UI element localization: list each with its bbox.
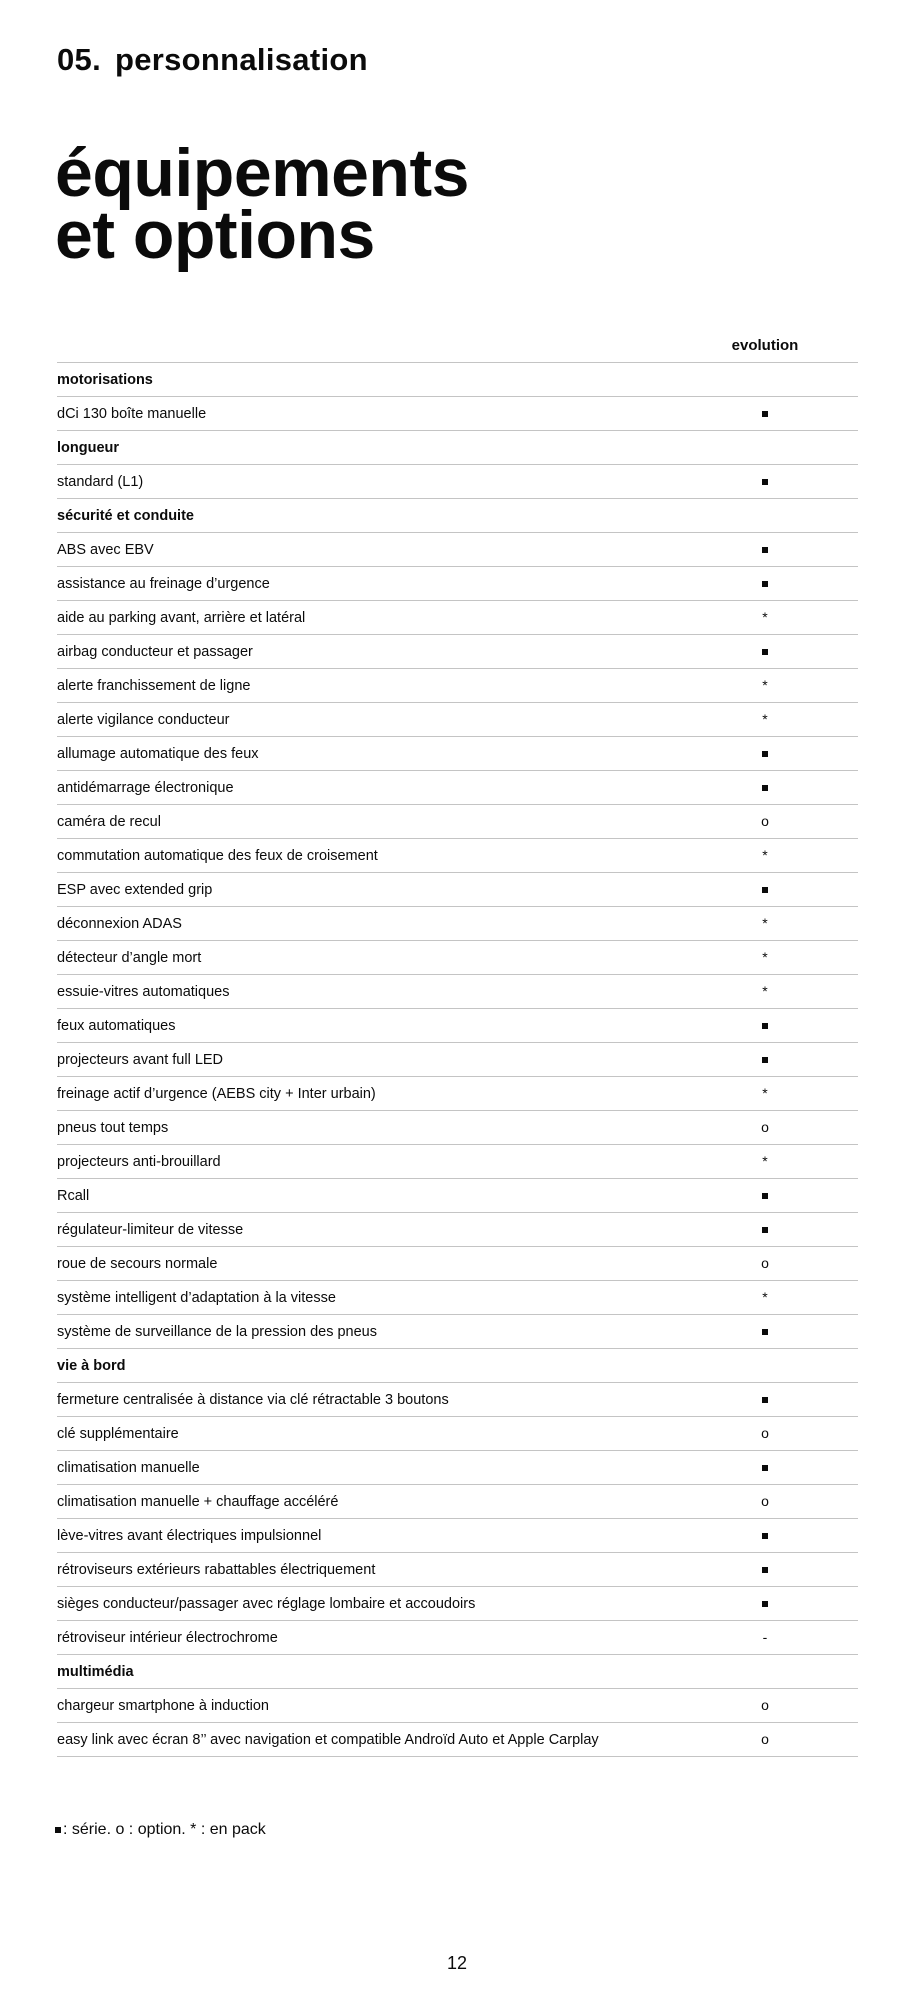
- evolution-value: [710, 805, 858, 839]
- table-body: [57, 363, 858, 1757]
- table-row: [57, 1587, 858, 1621]
- table-row: [57, 839, 858, 873]
- equipment-label: système intelligent d’adaptation à la vitesse: [57, 1281, 710, 1315]
- evolution-value: [710, 1179, 858, 1213]
- availability-mark: *: [762, 677, 768, 693]
- section-title: personnalisation: [115, 42, 368, 77]
- equipment-label: climatisation manuelle: [57, 1451, 710, 1485]
- table-row: [57, 1145, 858, 1179]
- evolution-value: [710, 533, 858, 567]
- evolution-value: [710, 499, 858, 533]
- table-row: [57, 1111, 858, 1145]
- availability-mark: o: [761, 1119, 769, 1135]
- category-label: multimédia: [57, 1655, 710, 1689]
- series-square-icon: [762, 649, 768, 655]
- evolution-value: [710, 975, 858, 1009]
- evolution-value: [710, 1553, 858, 1587]
- series-square-icon: [762, 1193, 768, 1199]
- series-square-icon: [762, 479, 768, 485]
- category-row: [57, 431, 858, 465]
- table-row: [57, 805, 858, 839]
- table-row: [57, 771, 858, 805]
- availability-mark: *: [762, 847, 768, 863]
- series-square-icon: [762, 1601, 768, 1607]
- series-square-icon: [762, 1465, 768, 1471]
- category-row: [57, 499, 858, 533]
- table-row: [57, 703, 858, 737]
- table-row: [57, 465, 858, 499]
- equipment-label: feux automatiques: [57, 1009, 710, 1043]
- evolution-value: [710, 601, 858, 635]
- evolution-value: [710, 1077, 858, 1111]
- availability-mark: *: [762, 609, 768, 625]
- series-square-icon: [762, 1329, 768, 1335]
- evolution-value: [710, 465, 858, 499]
- equipment-label: Rcall: [57, 1179, 710, 1213]
- equipment-label: essuie-vitres automatiques: [57, 975, 710, 1009]
- availability-mark: o: [761, 1731, 769, 1747]
- table-row: [57, 975, 858, 1009]
- equipment-label: système de surveillance de la pression des pneus: [57, 1315, 710, 1349]
- table-row: [57, 1689, 858, 1723]
- equipment-label: rétroviseurs extérieurs rabattables électriquement: [57, 1553, 710, 1587]
- category-row: [57, 1349, 858, 1383]
- table-row: [57, 1451, 858, 1485]
- equipment-label: airbag conducteur et passager: [57, 635, 710, 669]
- availability-mark: o: [761, 1255, 769, 1271]
- table-row: [57, 669, 858, 703]
- category-label: sécurité et conduite: [57, 499, 710, 533]
- evolution-value: [710, 1689, 858, 1723]
- evolution-value: [710, 1621, 858, 1655]
- table-row: [57, 1723, 858, 1757]
- availability-mark: *: [762, 949, 768, 965]
- table-row: [57, 1315, 858, 1349]
- table-row: [57, 1179, 858, 1213]
- equipment-label: chargeur smartphone à induction: [57, 1689, 710, 1723]
- table-header-row: [57, 329, 858, 363]
- evolution-value: [710, 1655, 858, 1689]
- availability-mark: *: [762, 1153, 768, 1169]
- evolution-value: [710, 1349, 858, 1383]
- table-row: [57, 1077, 858, 1111]
- evolution-value: [710, 431, 858, 465]
- series-square-icon: [762, 785, 768, 791]
- evolution-value: [710, 1009, 858, 1043]
- equipment-label: easy link avec écran 8’’ avec navigation et compatible Androïd Auto et Apple Carplay: [57, 1723, 710, 1757]
- equipment-label: antidémarrage électronique: [57, 771, 710, 805]
- series-square-icon: [762, 751, 768, 757]
- page-title-line-1: équipements: [55, 135, 469, 211]
- legend: [55, 1821, 266, 1839]
- availability-mark: *: [762, 915, 768, 931]
- evolution-value: [710, 1485, 858, 1519]
- table-row: [57, 1383, 858, 1417]
- table-row: [57, 1281, 858, 1315]
- availability-mark: o: [761, 813, 769, 829]
- evolution-value: [710, 567, 858, 601]
- series-square-icon: [762, 411, 768, 417]
- table-row: [57, 907, 858, 941]
- page-title: [55, 135, 469, 273]
- evolution-value: [710, 397, 858, 431]
- equipment-label: fermeture centralisée à distance via clé rétractable 3 boutons: [57, 1383, 710, 1417]
- equipment-label: projecteurs avant full LED: [57, 1043, 710, 1077]
- evolution-value: [710, 1247, 858, 1281]
- evolution-value: [710, 1043, 858, 1077]
- column-header-evolution: evolution: [710, 329, 858, 363]
- table-row: [57, 1247, 858, 1281]
- equipment-label: alerte vigilance conducteur: [57, 703, 710, 737]
- evolution-value: [710, 1281, 858, 1315]
- series-square-icon: [55, 1827, 61, 1833]
- table-row: [57, 737, 858, 771]
- evolution-value: [710, 1451, 858, 1485]
- evolution-value: [710, 363, 858, 397]
- evolution-value: [710, 1315, 858, 1349]
- equipment-label: pneus tout temps: [57, 1111, 710, 1145]
- page-title-line-2: et options: [55, 197, 375, 273]
- series-square-icon: [762, 1567, 768, 1573]
- equipment-label: projecteurs anti-brouillard: [57, 1145, 710, 1179]
- evolution-value: [710, 1417, 858, 1451]
- availability-mark: *: [762, 1085, 768, 1101]
- evolution-value: [710, 1519, 858, 1553]
- table-row: [57, 941, 858, 975]
- series-square-icon: [762, 1397, 768, 1403]
- legend-text: : série. o : option. * : en pack: [63, 1821, 266, 1838]
- table-row: [57, 1485, 858, 1519]
- series-square-icon: [762, 1023, 768, 1029]
- evolution-value: [710, 907, 858, 941]
- table-header-label-cell: [57, 329, 710, 363]
- equipment-label: freinage actif d’urgence (AEBS city + Inter urbain): [57, 1077, 710, 1111]
- equipment-label: standard (L1): [57, 465, 710, 499]
- evolution-value: [710, 941, 858, 975]
- availability-mark: o: [761, 1697, 769, 1713]
- table-row: [57, 533, 858, 567]
- equipment-label: ESP avec extended grip: [57, 873, 710, 907]
- section-label: [57, 42, 368, 78]
- evolution-value: [710, 1383, 858, 1417]
- table-row: [57, 1009, 858, 1043]
- table-row: [57, 1043, 858, 1077]
- evolution-value: [710, 1723, 858, 1757]
- table-row: [57, 1519, 858, 1553]
- availability-mark: -: [762, 1629, 768, 1645]
- table-row: [57, 635, 858, 669]
- equipment-label: assistance au freinage d’urgence: [57, 567, 710, 601]
- evolution-value: [710, 1111, 858, 1145]
- evolution-value: [710, 1587, 858, 1621]
- category-row: [57, 1655, 858, 1689]
- category-label: longueur: [57, 431, 710, 465]
- category-label: vie à bord: [57, 1349, 710, 1383]
- series-square-icon: [762, 887, 768, 893]
- equipment-label: commutation automatique des feux de croisement: [57, 839, 710, 873]
- equipment-label: déconnexion ADAS: [57, 907, 710, 941]
- category-row: [57, 363, 858, 397]
- table-row: [57, 567, 858, 601]
- evolution-value: [710, 1145, 858, 1179]
- section-number: 05.: [57, 42, 101, 77]
- table-row: [57, 1621, 858, 1655]
- series-square-icon: [762, 1533, 768, 1539]
- page-number: 12: [446, 1953, 468, 1973]
- table-row: [57, 1213, 858, 1247]
- evolution-value: [710, 635, 858, 669]
- availability-mark: *: [762, 983, 768, 999]
- equipment-label: allumage automatique des feux: [57, 737, 710, 771]
- evolution-value: [710, 1213, 858, 1247]
- series-square-icon: [762, 547, 768, 553]
- series-square-icon: [762, 1227, 768, 1233]
- equipment-label: lève-vitres avant électriques impulsionnel: [57, 1519, 710, 1553]
- availability-mark: *: [762, 711, 768, 727]
- equipment-label: sièges conducteur/passager avec réglage lombaire et accoudoirs: [57, 1587, 710, 1621]
- equipment-label: alerte franchissement de ligne: [57, 669, 710, 703]
- availability-mark: o: [761, 1425, 769, 1441]
- availability-mark: o: [761, 1493, 769, 1509]
- category-label: motorisations: [57, 363, 710, 397]
- evolution-value: [710, 737, 858, 771]
- equipment-table: [57, 329, 858, 1757]
- evolution-value: [710, 771, 858, 805]
- table-row: [57, 601, 858, 635]
- equipment-label: dCi 130 boîte manuelle: [57, 397, 710, 431]
- equipment-label: clé supplémentaire: [57, 1417, 710, 1451]
- evolution-value: [710, 669, 858, 703]
- equipment-label: climatisation manuelle + chauffage accéléré: [57, 1485, 710, 1519]
- table-row: [57, 1553, 858, 1587]
- equipment-label: caméra de recul: [57, 805, 710, 839]
- series-square-icon: [762, 1057, 768, 1063]
- table-row: [57, 397, 858, 431]
- equipment-label: ABS avec EBV: [57, 533, 710, 567]
- equipment-label: rétroviseur intérieur électrochrome: [57, 1621, 710, 1655]
- table-row: [57, 873, 858, 907]
- series-square-icon: [762, 581, 768, 587]
- availability-mark: *: [762, 1289, 768, 1305]
- evolution-value: [710, 873, 858, 907]
- evolution-value: [710, 703, 858, 737]
- equipment-label: régulateur-limiteur de vitesse: [57, 1213, 710, 1247]
- equipment-label: roue de secours normale: [57, 1247, 710, 1281]
- evolution-value: [710, 839, 858, 873]
- equipment-label: aide au parking avant, arrière et latéral: [57, 601, 710, 635]
- equipment-label: détecteur d’angle mort: [57, 941, 710, 975]
- table-row: [57, 1417, 858, 1451]
